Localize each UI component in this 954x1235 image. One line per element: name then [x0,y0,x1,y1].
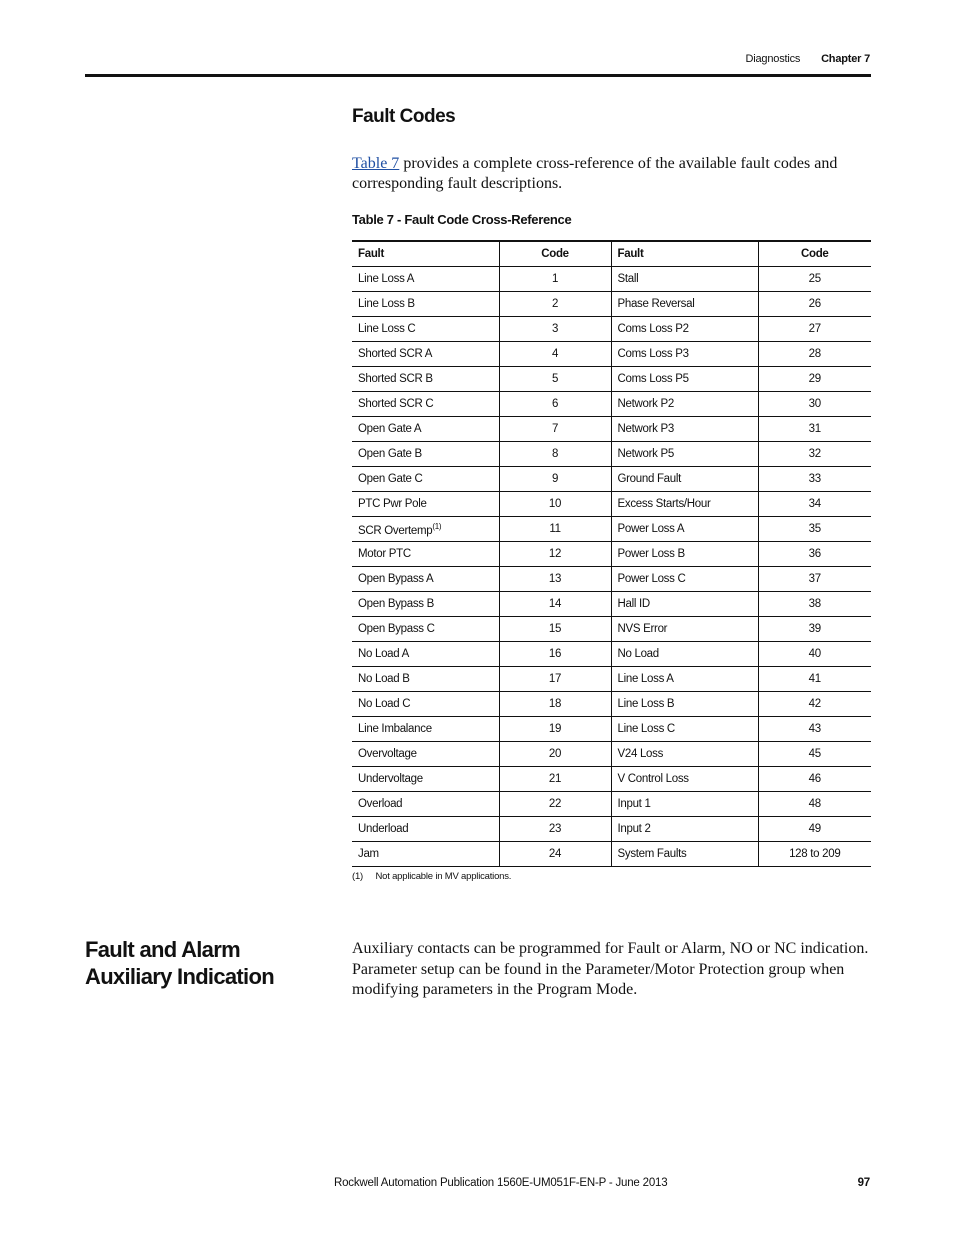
fault-name-cell: Network P3 [611,417,758,442]
fault-code-cell: 32 [758,442,871,467]
fault-code-cell: 22 [499,792,611,817]
table-row [352,742,871,767]
table-row [352,442,871,467]
fault-name-cell: SCR Overtemp$^{(1)}$ [352,517,499,542]
table-row [352,392,871,417]
fault-name-cell: Overvoltage [352,742,499,767]
table-row [352,292,871,317]
fault-name-cell: Ground Fault [611,467,758,492]
fault-name-cell: System Faults [611,842,758,867]
fault-name-cell: V24 Loss [611,742,758,767]
header-fault: Fault [611,241,758,267]
fault-name-cell: Coms Loss P3 [611,342,758,367]
fault-code-cell: 4 [499,342,611,367]
fault-code-cell: 10 [499,492,611,517]
fault-name-cell: Shorted SCR C [352,392,499,417]
fault-name-cell: Power Loss C [611,567,758,592]
fault-name-cell: Open Bypass A [352,567,499,592]
aux-section-body: Auxiliary contacts can be programmed for Fault or Alarm, NO or NC indication. Parameter setup can be found in the Parameter/Motor Protection group when modifying parameters in the Program Mode. [352,940,869,998]
header-code: Code [758,241,871,267]
fault-code-cell: 28 [758,342,871,367]
fault-code-cell: 1 [499,267,611,292]
table-row [352,417,871,442]
fault-code-cell: 49 [758,817,871,842]
fault-code-cell: 24 [499,842,611,867]
fault-name-cell: Shorted SCR A [352,342,499,367]
table-row [352,367,871,392]
section-title: Fault Codes [352,106,456,127]
fault-code-cell: 14 [499,592,611,617]
table-row [352,642,871,667]
fault-name-cell: Open Bypass C [352,617,499,642]
intro-paragraph [352,154,852,194]
fault-code-cell: 21 [499,767,611,792]
footer-publication: Rockwell Automation Publication 1560E-UM051F-EN-P - June 2013 [334,1177,668,1189]
fault-name-cell: Open Gate A [352,417,499,442]
fault-name-cell: Open Gate C [352,467,499,492]
fault-code-cell: 2 [499,292,611,317]
fault-name-cell: Line Loss A [352,267,499,292]
fault-code-cell: 18 [499,692,611,717]
header-chapter: Chapter 7 [821,53,870,65]
fault-code-cell: 30 [758,392,871,417]
fault-name-cell: No Load C [352,692,499,717]
fault-name-cell: PTC Pwr Pole [352,492,499,517]
fault-name-cell: Hall ID [611,592,758,617]
fault-code-cell: 9 [499,467,611,492]
table-row [352,767,871,792]
fault-name-cell: Motor PTC [352,542,499,567]
fault-name-cell: Line Imbalance [352,717,499,742]
table-row [352,717,871,742]
fault-code-cell: 34 [758,492,871,517]
table-row [352,317,871,342]
table-row [352,517,871,542]
header-section: Diagnostics [745,53,801,65]
fault-name-cell: Line Loss C [352,317,499,342]
footnote-number: (1) [352,871,364,882]
table-row [352,567,871,592]
fault-name-cell: V Control Loss [611,767,758,792]
fault-code-cell: 11 [499,517,611,542]
fault-name-cell: Network P5 [611,442,758,467]
fault-name-cell: Coms Loss P5 [611,367,758,392]
fault-code-cell: 35 [758,517,871,542]
fault-name-cell: Excess Starts/Hour [611,492,758,517]
fault-code-cell: 15 [499,617,611,642]
fault-name-cell: No Load B [352,667,499,692]
header-rule [85,74,871,77]
fault-name-cell: Jam [352,842,499,867]
fault-name-cell: Power Loss B [611,542,758,567]
table-row [352,467,871,492]
table-header-row [352,241,871,267]
fault-code-cell: 6 [499,392,611,417]
table-row [352,592,871,617]
fault-code-cell: 3 [499,317,611,342]
table-footnote [352,871,511,882]
fault-code-cell: 45 [758,742,871,767]
table-row [352,617,871,642]
table-row [352,492,871,517]
table-row [352,692,871,717]
fault-name-cell: Undervoltage [352,767,499,792]
table-row [352,842,871,867]
table-link[interactable]: Table 7 [352,155,400,172]
fault-name-cell: Line Loss B [352,292,499,317]
fault-code-table [352,240,871,867]
fault-code-cell: 31 [758,417,871,442]
fault-name-cell: Line Loss C [611,717,758,742]
page-number: 97 [857,1177,870,1189]
fault-code-cell: 20 [499,742,611,767]
fault-name-cell: Shorted SCR B [352,367,499,392]
fault-name-cell: Coms Loss P2 [611,317,758,342]
fault-code-cell: 40 [758,642,871,667]
fault-code-cell: 43 [758,717,871,742]
fault-code-cell: 39 [758,617,871,642]
fault-code-cell: 25 [758,267,871,292]
fault-name-cell: Input 2 [611,817,758,842]
header-fault: Fault [352,241,499,267]
fault-name-cell: Phase Reversal [611,292,758,317]
aux-section-title: Fault and Alarm Auxiliary Indication [85,937,274,989]
fault-name-cell: Input 1 [611,792,758,817]
fault-code-cell: 5 [499,367,611,392]
header-code: Code [499,241,611,267]
fault-code-cell: 29 [758,367,871,392]
fault-name-cell: Underload [352,817,499,842]
fault-name-cell: Network P2 [611,392,758,417]
fault-code-cell: 16 [499,642,611,667]
fault-name-cell: No Load A [352,642,499,667]
fault-code-cell: 23 [499,817,611,842]
fault-name-cell: No Load [611,642,758,667]
fault-code-cell: 128 to 209 [758,842,871,867]
fault-code-cell: 7 [499,417,611,442]
fault-name-cell: Stall [611,267,758,292]
intro-text: provides a complete cross-reference of the available fault codes and corresponding fault descriptions. [352,155,838,192]
fault-name-cell: Power Loss A [611,517,758,542]
fault-code-cell: 37 [758,567,871,592]
fault-code-cell: 17 [499,667,611,692]
table-row [352,542,871,567]
footnote-reference: (1) [432,521,442,531]
footnote-text: Not applicable in MV applications. [375,871,512,882]
running-header [746,53,870,65]
fault-code-cell: 27 [758,317,871,342]
fault-code-cell: 13 [499,567,611,592]
table-row [352,342,871,367]
fault-code-cell: 33 [758,467,871,492]
fault-code-cell: 36 [758,542,871,567]
table-row [352,667,871,692]
fault-code-cell: 48 [758,792,871,817]
fault-name-cell: Overload [352,792,499,817]
table-row [352,792,871,817]
fault-name-cell: Line Loss A [611,667,758,692]
fault-code-cell: 41 [758,667,871,692]
table-row [352,267,871,292]
fault-name-cell: Open Bypass B [352,592,499,617]
table-row [352,817,871,842]
fault-name-cell: Line Loss B [611,692,758,717]
fault-code-cell: 46 [758,767,871,792]
fault-code-cell: 12 [499,542,611,567]
fault-code-cell: 8 [499,442,611,467]
fault-code-cell: 42 [758,692,871,717]
fault-code-cell: 26 [758,292,871,317]
fault-name-cell: NVS Error [611,617,758,642]
fault-code-cell: 19 [499,717,611,742]
fault-code-cell: 38 [758,592,871,617]
fault-name-cell: Open Gate B [352,442,499,467]
table-caption: Table 7 - Fault Code Cross-Reference [352,212,572,227]
